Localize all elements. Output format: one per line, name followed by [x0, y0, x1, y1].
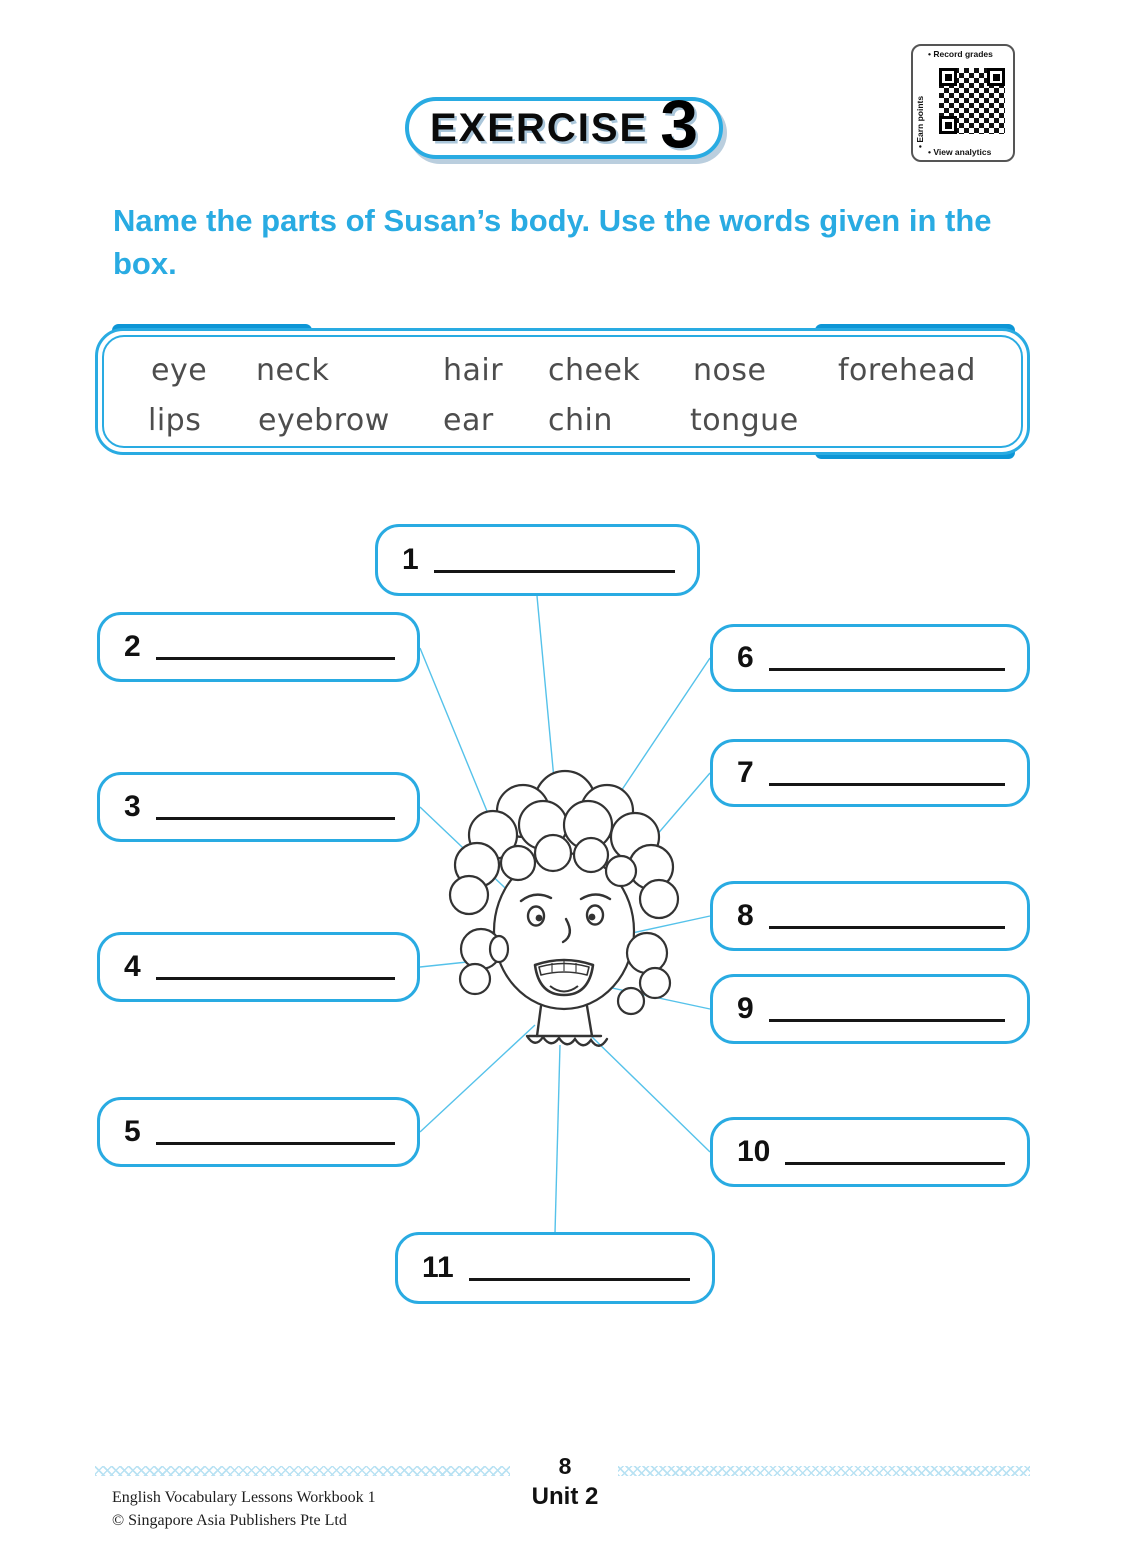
word-lips: lips: [148, 403, 202, 438]
answer-box-11: [395, 1232, 715, 1304]
answer-box-4: [97, 932, 420, 1002]
qr-code-icon: [939, 68, 1005, 134]
susan-head-illustration: [423, 753, 711, 1058]
answer-number: 9: [737, 992, 754, 1025]
qr-finder-icon: [939, 68, 957, 86]
qr-panel: [911, 44, 1015, 162]
word-nose: nose: [693, 353, 767, 388]
word-tongue: tongue: [690, 403, 799, 438]
word-eye: eye: [151, 353, 208, 388]
exercise-number: 3: [660, 86, 699, 162]
answer-number: 3: [124, 790, 141, 823]
answer-blank-4[interactable]: [156, 977, 395, 980]
answer-box-7: [710, 739, 1030, 807]
qr-top-label: • Record grades: [928, 49, 993, 59]
unit-label: Unit 2: [531, 1483, 599, 1510]
word-box: [95, 328, 1030, 455]
answer-blank-5[interactable]: [156, 1142, 395, 1145]
answer-number: 8: [737, 899, 754, 932]
footer-credit-line1: English Vocabulary Lessons Workbook 1: [112, 1489, 376, 1506]
answer-blank-9[interactable]: [769, 1019, 1005, 1022]
qr-bottom-label: • View analytics: [928, 147, 992, 157]
word-cheek: cheek: [548, 353, 641, 388]
qr-left-label: • Earn points: [915, 95, 925, 148]
answer-blank-3[interactable]: [156, 817, 395, 820]
qr-finder-icon: [987, 68, 1005, 86]
answer-number: 11: [422, 1251, 454, 1284]
word-neck: neck: [256, 353, 330, 388]
answer-box-8: [710, 881, 1030, 951]
footer-credit-line2: © Singapore Asia Publishers Pte Ltd: [112, 1512, 347, 1530]
exercise-badge: [405, 86, 723, 162]
answer-box-5: [97, 1097, 420, 1167]
qr-finder-icon: [939, 116, 957, 134]
answer-number: 4: [124, 950, 141, 983]
exercise-label: EXERCISE: [429, 105, 649, 150]
answer-blank-10[interactable]: [785, 1162, 1005, 1165]
answer-number: 2: [124, 630, 141, 663]
answer-number: 6: [737, 641, 754, 674]
instruction-text: Name the parts of Susan’s body. Use the words given in the box.: [113, 203, 992, 281]
answer-number: 10: [737, 1135, 771, 1168]
word-forehead: forehead: [838, 353, 976, 388]
answer-blank-7[interactable]: [769, 783, 1005, 786]
answer-box-6: [710, 624, 1030, 692]
word-eyebrow: eyebrow: [258, 403, 390, 438]
answer-box-2: [97, 612, 420, 682]
answer-blank-1[interactable]: [434, 570, 675, 573]
answer-box-3: [97, 772, 420, 842]
answer-blank-8[interactable]: [769, 926, 1005, 929]
answer-number: 5: [124, 1115, 141, 1148]
answer-number: 1: [402, 543, 419, 576]
word-ear: ear: [443, 403, 494, 438]
answer-blank-2[interactable]: [156, 657, 395, 660]
answer-box-9: [710, 974, 1030, 1044]
word-hair: hair: [443, 353, 504, 388]
answer-box-10: [710, 1117, 1030, 1187]
answer-blank-6[interactable]: [769, 668, 1005, 671]
page-number: 8: [558, 1453, 572, 1479]
answer-blank-11[interactable]: [469, 1278, 690, 1281]
word-chin: chin: [548, 403, 613, 438]
answer-number: 7: [737, 756, 754, 789]
answer-box-1: [375, 524, 700, 596]
